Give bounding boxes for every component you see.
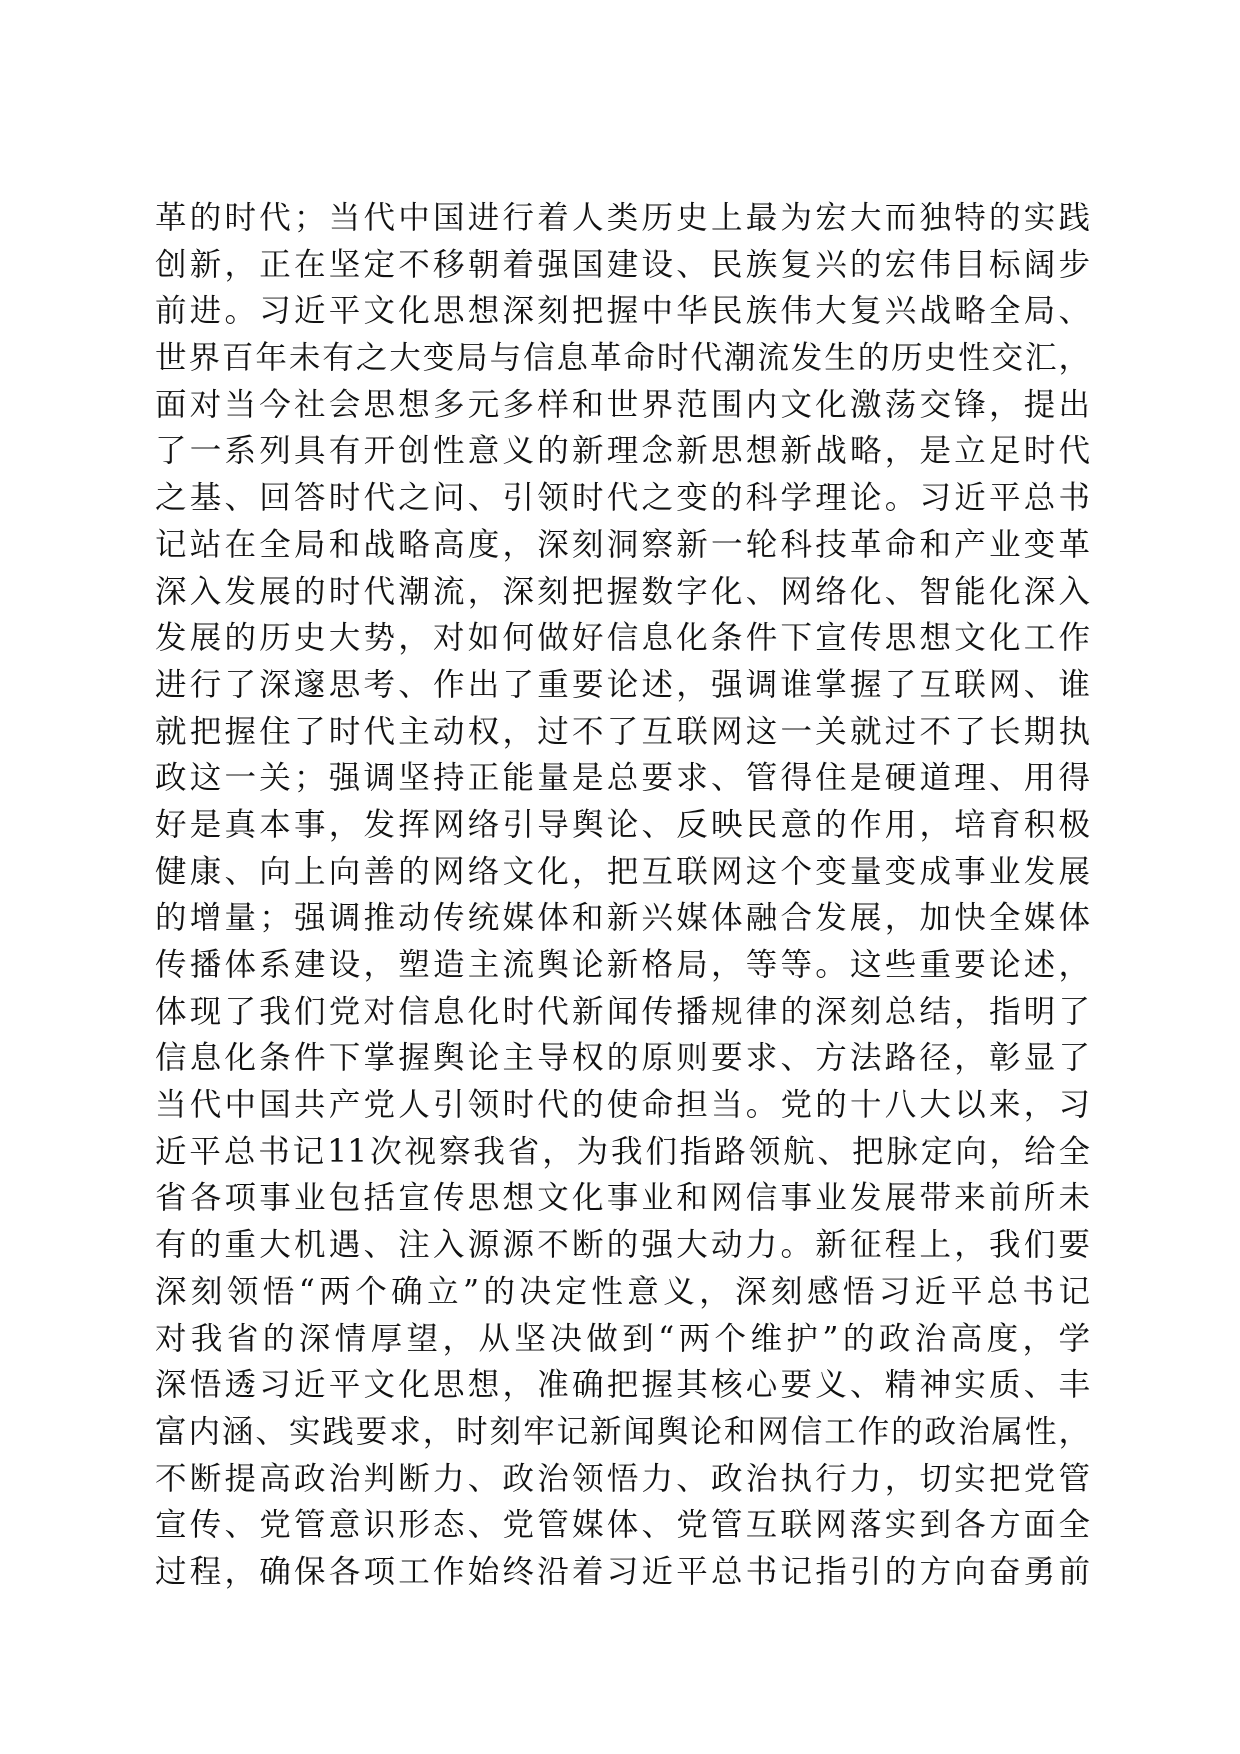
text-line: 省各项事业包括宣传思想文化事业和网信事业发展带来前所未 [155,1180,1090,1217]
text-line: 近平总书记11次视察我省，为我们指路领航、把脉定向，给全 [155,1133,1090,1170]
text-line: 体现了我们党对信息化时代新闻传播规律的深刻总结，指明了 [155,993,1090,1030]
text-line: 传播体系建设，塑造主流舆论新格局，等等。这些重要论述， [155,947,1090,983]
text-line: 之基、回答时代之问、引领时代之变的科学理论。习近平总书 [155,480,1090,517]
text-line: 不断提高政治判断力、政治领悟力、政治执行力，切实把党管 [155,1460,1090,1497]
text-line: 就把握住了时代主动权，过不了互联网这一关就过不了长期执 [155,713,1090,750]
text-line: 创新，正在坚定不移朝着强国建设、民族复兴的宏伟目标阔步 [155,246,1090,283]
text-line: 对我省的深情厚望，从坚决做到“两个维护”的政治高度，学 [155,1320,1090,1357]
text-line: 当代中国共产党人引领时代的使命担当。党的十八大以来，习 [155,1087,1090,1124]
text-line: 革的时代；当代中国进行着人类历史上最为宏大而独特的实践 [155,200,1090,236]
text-line: 深刻领悟“两个确立”的决定性意义，深刻感悟习近平总书记 [155,1273,1090,1310]
text-line: 面对当今社会思想多元多样和世界范围内文化激荡交锋，提出 [155,386,1090,423]
text-line: 好是真本事，发挥网络引导舆论、反映民意的作用，培育积极 [155,806,1090,843]
text-line: 世界百年未有之大变局与信息革命时代潮流发生的历史性交汇， [155,340,1090,377]
text-line: 信息化条件下掌握舆论主导权的原则要求、方法路径，彰显了 [155,1040,1090,1077]
body-text [155,195,1090,1596]
text-line: 的增量；强调推动传统媒体和新兴媒体融合发展，加快全媒体 [155,900,1090,937]
text-line: 宣传、党管意识形态、党管媒体、党管互联网落实到各方面全 [155,1507,1090,1544]
text-line: 健康、向上向善的网络文化，把互联网这个变量变成事业发展 [155,853,1090,890]
text-line: 有的重大机遇、注入源源不断的强大动力。新征程上，我们要 [155,1227,1090,1264]
text-line: 前进。习近平文化思想深刻把握中华民族伟大复兴战略全局、 [155,293,1090,330]
text-line: 了一系列具有开创性意义的新理念新思想新战略，是立足时代 [155,433,1090,470]
text-line: 深悟透习近平文化思想，准确把握其核心要义、精神实质、丰 [155,1367,1090,1404]
text-line: 记站在全局和战略高度，深刻洞察新一轮科技革命和产业变革 [155,526,1090,563]
text-line: 进行了深邃思考、作出了重要论述，强调谁掌握了互联网、谁 [155,666,1090,703]
text-line: 政这一关；强调坚持正能量是总要求、管得住是硬道理、用得 [155,760,1090,797]
text-line: 深入发展的时代潮流，深刻把握数字化、网络化、智能化深入 [155,573,1090,610]
text-line: 发展的历史大势，对如何做好信息化条件下宣传思想文化工作 [155,620,1090,657]
text-line: 富内涵、实践要求，时刻牢记新闻舆论和网信工作的政治属性， [155,1413,1090,1450]
text-line: 过程，确保各项工作始终沿着习近平总书记指引的方向奋勇前 [155,1553,1090,1590]
